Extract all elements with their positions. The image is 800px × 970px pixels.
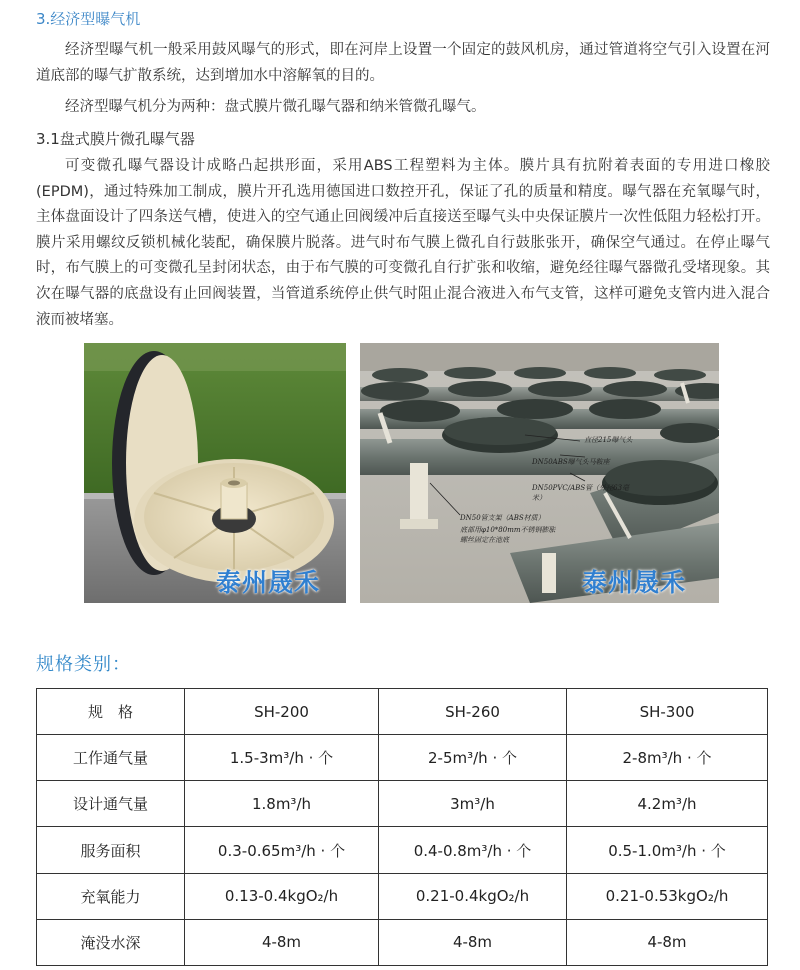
row-label: 淹没水深 [37,919,185,965]
diffuser-photo [84,343,346,603]
description-paragraph: 可变微孔曝气器设计成略凸起拱形面，采用ABS工程塑料为主体。膜片具有抗附着表面的专用进口橡胶(EPDM)，通过特殊加工制成，膜片开孔选用德国进口数控开孔，保证了孔的质量和精度。曝气器在充氧曝气时，主体盘面设计了四条送气槽，使进入的空气通止回阀缓冲后直接送至曝气头中央保证膜片一次性低阻力轻松打开。膜片采用螺纹反锁机械化装配，确保膜片脱落。进气时布气膜上微孔自行鼓胀张开，确保空气通过。在停止曝气时，布气膜上的可变微孔呈封闭状态，由于布气膜的可变微孔自行扩张和收缩，避免经往曝气器微孔受堵现象。其次在曝气器的底盘设有止回阀装置，当管道系统停止供气时阻止混合液进入布气支管，这样可避免支管内进入混合液而被堵塞。 [36,158,770,328]
annotation-support: DN50管支架（ABS材质） [460,514,545,522]
installation-photo [360,343,719,603]
table-cell: 0.21-0.4kgO₂/h [379,873,567,919]
table-cell: 1.8m³/h [185,781,379,827]
table-header-cell: SH-200 [185,689,379,735]
left-watermark: 泰州晟禾 [216,568,321,597]
table-row [37,781,768,827]
table-cell: 0.13-0.4kgO₂/h [185,873,379,919]
table-cell: 4-8m [379,919,567,965]
table-cell: 0.3-0.65m³/h · 个 [185,827,379,873]
table-row [37,735,768,781]
table-cell: 1.5-3m³/h · 个 [185,735,379,781]
table-cell: 4-8m [185,919,379,965]
spec-title: 规格类别： [36,654,131,675]
table-header-cell: SH-300 [567,689,768,735]
subsection-heading: 3.1盘式膜片微孔曝气器 [36,130,195,148]
intro-paragraph: 经济型曝气机一般采用鼓风曝气的形式，即在河岸上设置一个固定的鼓风机房，通过管道将空气引入设置在河道底部的曝气扩散系统，达到增加水中溶解氧的目的。 [36,42,770,84]
types-paragraph: 经济型曝气机分为两种：盘式膜片微孔曝气器和纳米管微孔曝气。 [65,99,486,115]
table-header-cell: SH-260 [379,689,567,735]
spec-table [36,688,768,966]
annotation-pipe: DN50PVC/ABS管（外径63毫米） [532,484,630,502]
table-cell: 0.5-1.0m³/h · 个 [567,827,768,873]
section-heading: 3.经济型曝气机 [36,10,141,28]
table-header-cell: 规 格 [37,689,185,735]
table-cell: 4-8m [567,919,768,965]
table-row [37,873,768,919]
row-label: 设计通气量 [37,781,185,827]
table-cell: 2-8m³/h · 个 [567,735,768,781]
annotation-saddle: DN50ABS曝气头马鞍座 [532,458,610,466]
row-label: 服务面积 [37,827,185,873]
row-label: 工作通气量 [37,735,185,781]
right-watermark: 泰州晟禾 [582,568,687,597]
annotation-diffuser: 直径215曝气头 [584,436,633,444]
table-cell: 4.2m³/h [567,781,768,827]
table-cell: 2-5m³/h · 个 [379,735,567,781]
row-label: 充氧能力 [37,873,185,919]
table-row [37,919,768,965]
table-header-row [37,689,768,735]
table-cell: 3m³/h [379,781,567,827]
table-cell: 0.4-0.8m³/h · 个 [379,827,567,873]
annotation-anchor: 底部用φ10*80mm不锈钢膨胀螺丝固定在池底 [460,526,556,544]
table-cell: 0.21-0.53kgO₂/h [567,873,768,919]
table-row [37,827,768,873]
